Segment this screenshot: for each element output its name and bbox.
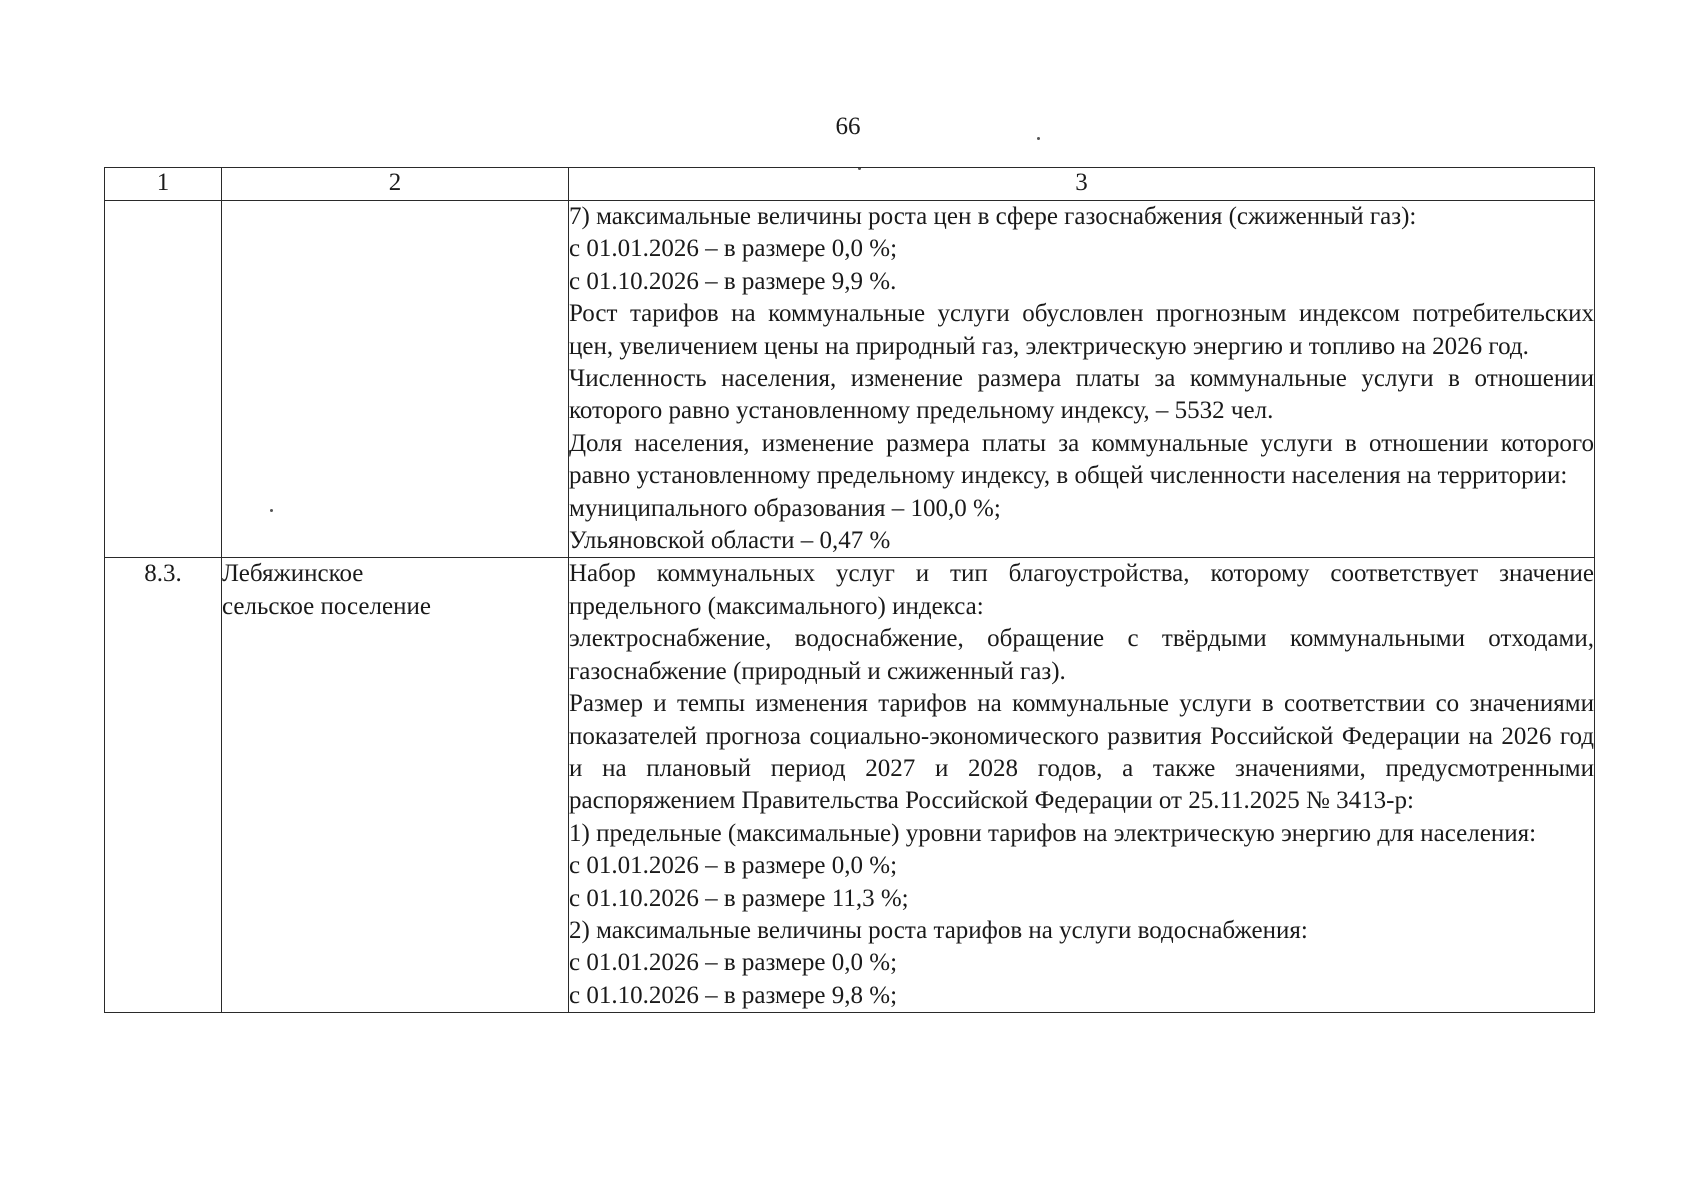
rate-line: с 01.01.2026 – в размере 0,0 %; bbox=[569, 235, 898, 263]
content-cell bbox=[569, 558, 1595, 1013]
header-cell-3: 3 bbox=[569, 168, 1595, 201]
services-set-paragraph: Набор коммунальных услуг и тип благоустройства, которому соответствует значение предельного (максимального) индекса: bbox=[569, 560, 1594, 620]
settlement-name-line: сельское поселение bbox=[222, 592, 431, 620]
electricity-tariff-heading: 1) предельные (максимальные) уровни тарифов на электрическую энергию для населения: bbox=[569, 819, 1537, 847]
rate-line: с 01.01.2026 – в размере 0,0 %; bbox=[569, 949, 898, 977]
header-cell-1: 1 bbox=[105, 168, 222, 201]
table-row bbox=[105, 558, 1595, 1013]
page-number: 66 bbox=[835, 113, 861, 140]
settlement-name-line: Лебяжинское bbox=[222, 560, 364, 588]
row-number-cell: 8.3. bbox=[105, 558, 222, 1013]
scan-speck bbox=[1037, 137, 1040, 140]
row-number-cell bbox=[105, 201, 222, 558]
tariff-basis-paragraph: Размер и темпы изменения тарифов на коммунальные услуги в соответствии со значениями показателей прогноза социально-экономического развития Российской Федерации на 2026 год и на плановый период 2027 и 2028 годов, а также значениями, предусмотренными распоряжением Правительства Российской Федерации от 25.11.2025 № 3413-р: bbox=[569, 690, 1594, 815]
content-cell bbox=[569, 201, 1595, 558]
population-share-paragraph: Доля населения, изменение размера платы за коммунальные услуги в отношении которого равно установленному предельному индексу, в общей численности населения на территории: bbox=[569, 429, 1594, 490]
water-tariff-heading: 2) максимальные величины роста тарифов на услуги водоснабжения: bbox=[569, 916, 1308, 944]
rate-line: с 01.10.2026 – в размере 9,8 %; bbox=[569, 981, 898, 1009]
population-count-paragraph: Численность населения, изменение размера платы за коммунальные услуги в отношении которого равно установленному предельному индексу, – 5532 чел. bbox=[569, 365, 1594, 425]
table-row bbox=[105, 201, 1595, 558]
gas-price-heading: 7) максимальные величины роста цен в сфере газоснабжения (сжиженный газ): bbox=[569, 203, 1417, 230]
share-line: муниципального образования – 100,0 %; bbox=[569, 494, 1001, 522]
services-list-paragraph: электроснабжение, водоснабжение, обращение с твёрдыми коммунальными отходами, газоснабжение (природный и сжиженный газ). bbox=[569, 625, 1594, 685]
settlement-name-cell bbox=[222, 558, 569, 1013]
rate-line: с 01.10.2026 – в размере 11,3 %; bbox=[569, 884, 909, 912]
settlement-name-cell bbox=[222, 201, 569, 558]
header-cell-2: 2 bbox=[222, 168, 569, 201]
document-table bbox=[104, 167, 1595, 1013]
rate-line: с 01.10.2026 – в размере 9,9 %. bbox=[569, 267, 897, 295]
share-line: Ульяновской области – 0,47 % bbox=[569, 527, 891, 555]
tariff-growth-paragraph: Рост тарифов на коммунальные услуги обусловлен прогнозным индексом потребительских цен, увеличением цены на природный газ, электрическую энергию и топливо на 2026 год. bbox=[569, 300, 1594, 360]
header-row bbox=[105, 168, 1595, 201]
rate-line: с 01.01.2026 – в размере 0,0 %; bbox=[569, 852, 898, 880]
